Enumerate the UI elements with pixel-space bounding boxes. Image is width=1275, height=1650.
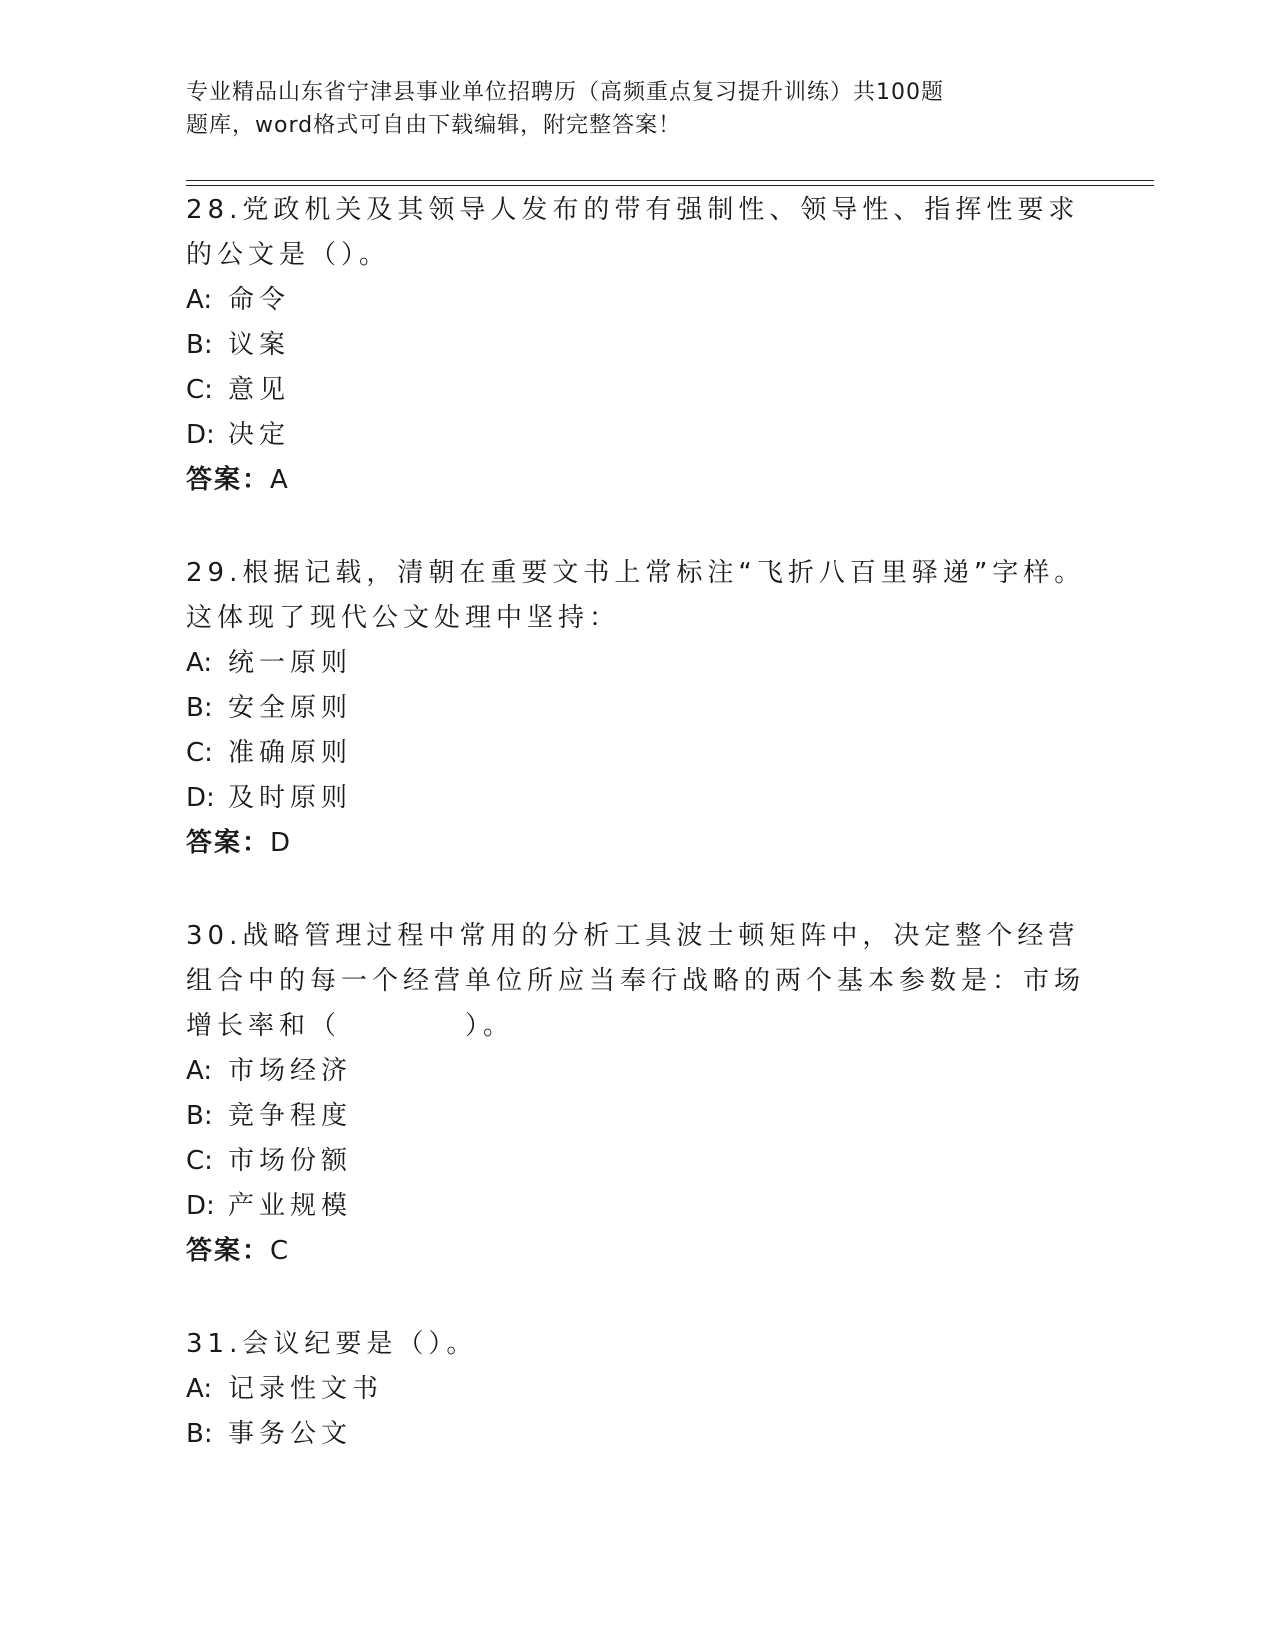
option-letter: D: [186, 783, 215, 813]
question-stem: 31.会议纪要是（）。 [186, 1329, 478, 1359]
option-d [186, 776, 1086, 821]
answer-line [186, 821, 1086, 866]
option-letter: D: [186, 1191, 215, 1221]
document-header [186, 76, 1016, 142]
option-text: 安全原则 [228, 693, 353, 723]
option-text: 意见 [228, 375, 291, 405]
option-letter: A: [186, 1374, 213, 1404]
option-text: 记录性文书 [228, 1374, 384, 1404]
header-divider-bottom [186, 185, 1154, 186]
header-line-2: 题库，word格式可自由下载编辑，附完整答案！ [186, 113, 682, 138]
option-letter: A: [186, 1056, 213, 1086]
question-item [186, 914, 1086, 1274]
option-d [186, 413, 1086, 458]
question-stem: 29.根据记载，清朝在重要文书上常标注“飞折八百里驿递”字样。这体现了现代公文处理中坚持： [186, 558, 1086, 633]
option-d [186, 1184, 1086, 1229]
question-item [186, 188, 1086, 503]
option-text: 市场经济 [228, 1056, 353, 1086]
option-a [186, 1367, 1086, 1412]
option-letter: C: [186, 1146, 213, 1176]
option-text: 命令 [228, 285, 291, 315]
answer-line [186, 1229, 1086, 1274]
option-a [186, 641, 1086, 686]
answer-line [186, 458, 1086, 503]
option-letter: B: [186, 1101, 213, 1131]
option-b [186, 1412, 1086, 1457]
header-divider-top [186, 180, 1154, 181]
option-a [186, 278, 1086, 323]
header-line-1: 专业精品山东省宁津县事业单位招聘历（高频重点复习提升训练）共100题 [186, 80, 944, 105]
answer-label: 答案： [186, 828, 271, 858]
option-c [186, 731, 1086, 776]
option-b [186, 1094, 1086, 1139]
option-text: 及时原则 [228, 783, 353, 813]
question-stem: 28.党政机关及其领导人发布的带有强制性、领导性、指挥性要求的公文是（）。 [186, 195, 1080, 270]
question-list [186, 188, 1086, 1457]
answer-value: D [270, 828, 293, 858]
option-text: 产业规模 [228, 1191, 353, 1221]
option-letter: C: [186, 375, 213, 405]
question-item [186, 1322, 1086, 1457]
option-a [186, 1049, 1086, 1094]
option-b [186, 323, 1086, 368]
option-letter: D: [186, 420, 215, 450]
question-stem: 30.战略管理过程中常用的分析工具波士顿矩阵中，决定整个经营组合中的每一个经营单位所应当奉行战略的两个基本参数是：市场增长率和（ ）。 [186, 921, 1086, 1041]
answer-value: A [270, 465, 290, 495]
answer-label: 答案： [186, 1236, 271, 1266]
option-text: 事务公文 [228, 1419, 353, 1449]
option-letter: A: [186, 285, 213, 315]
option-letter: B: [186, 330, 213, 360]
option-text: 市场份额 [228, 1146, 353, 1176]
option-b [186, 686, 1086, 731]
option-letter: C: [186, 738, 213, 768]
answer-value: C [270, 1236, 291, 1266]
option-text: 准确原则 [228, 738, 353, 768]
option-letter: B: [186, 693, 213, 723]
option-text: 决定 [228, 420, 291, 450]
option-text: 统一原则 [228, 648, 353, 678]
option-c [186, 368, 1086, 413]
answer-label: 答案： [186, 465, 271, 495]
question-item [186, 551, 1086, 866]
option-letter: A: [186, 648, 213, 678]
option-letter: B: [186, 1419, 213, 1449]
option-text: 竞争程度 [228, 1101, 353, 1131]
option-c [186, 1139, 1086, 1184]
option-text: 议案 [228, 330, 291, 360]
